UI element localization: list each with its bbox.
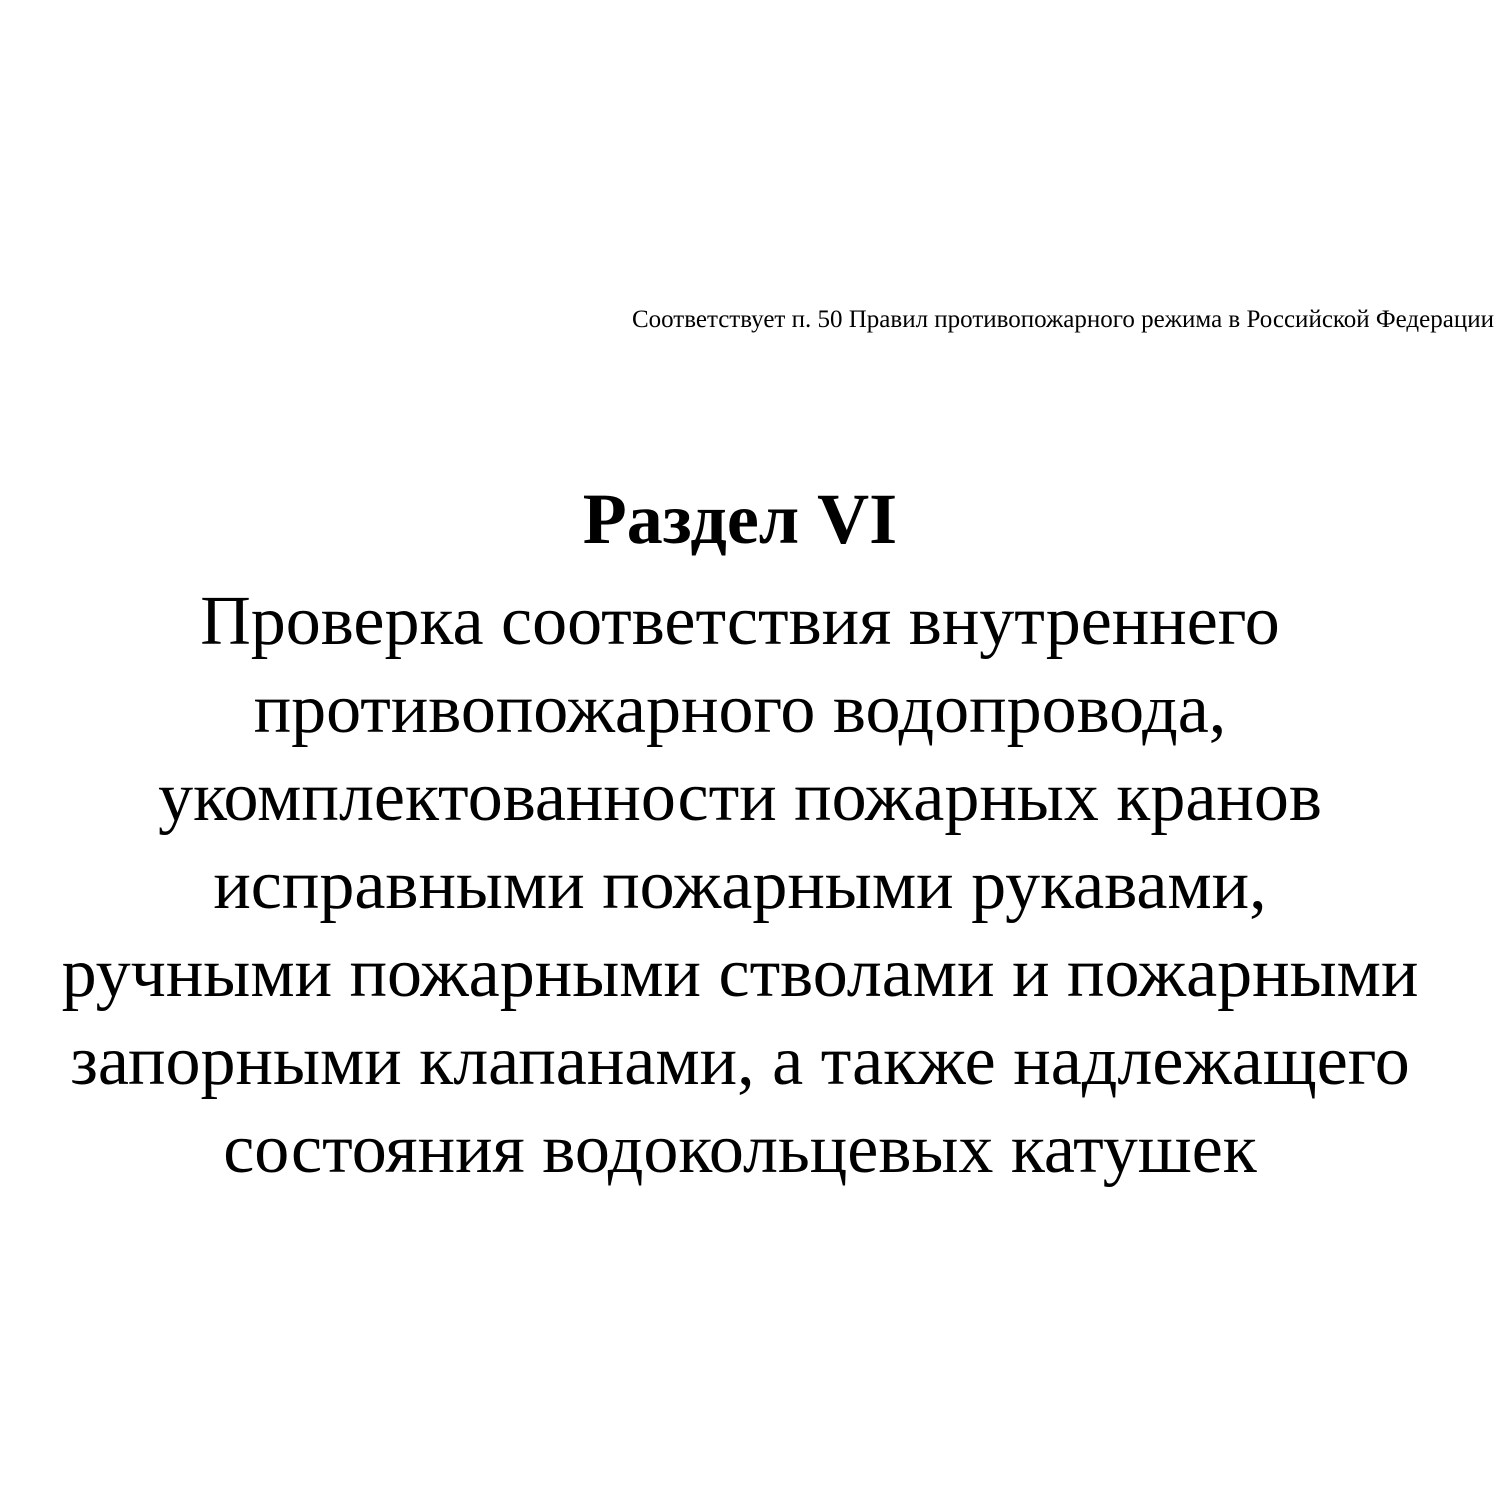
section-subject: [0, 578, 1480, 1194]
section-title: Раздел VI: [582, 479, 898, 559]
section-subject-line: ручными пожарными стволами и пожарными: [61, 935, 1419, 1012]
section-subject-line: Проверка соответствия внутреннего: [200, 583, 1280, 660]
section-subject-line: противопожарного водопровода,: [253, 671, 1227, 748]
reference-note: Соответствует п. 50 Правил противопожарного режима в Российской Федерации: [631, 306, 1494, 333]
section-subject-line: укомплектованности пожарных кранов: [158, 759, 1322, 836]
section-subject-line: запорными клапанами, а также надлежащего: [70, 1023, 1410, 1100]
section-subject-line: состояния водокольцевых катушек: [223, 1111, 1257, 1188]
section-subject-line: исправными пожарными рукавами,: [213, 847, 1267, 924]
